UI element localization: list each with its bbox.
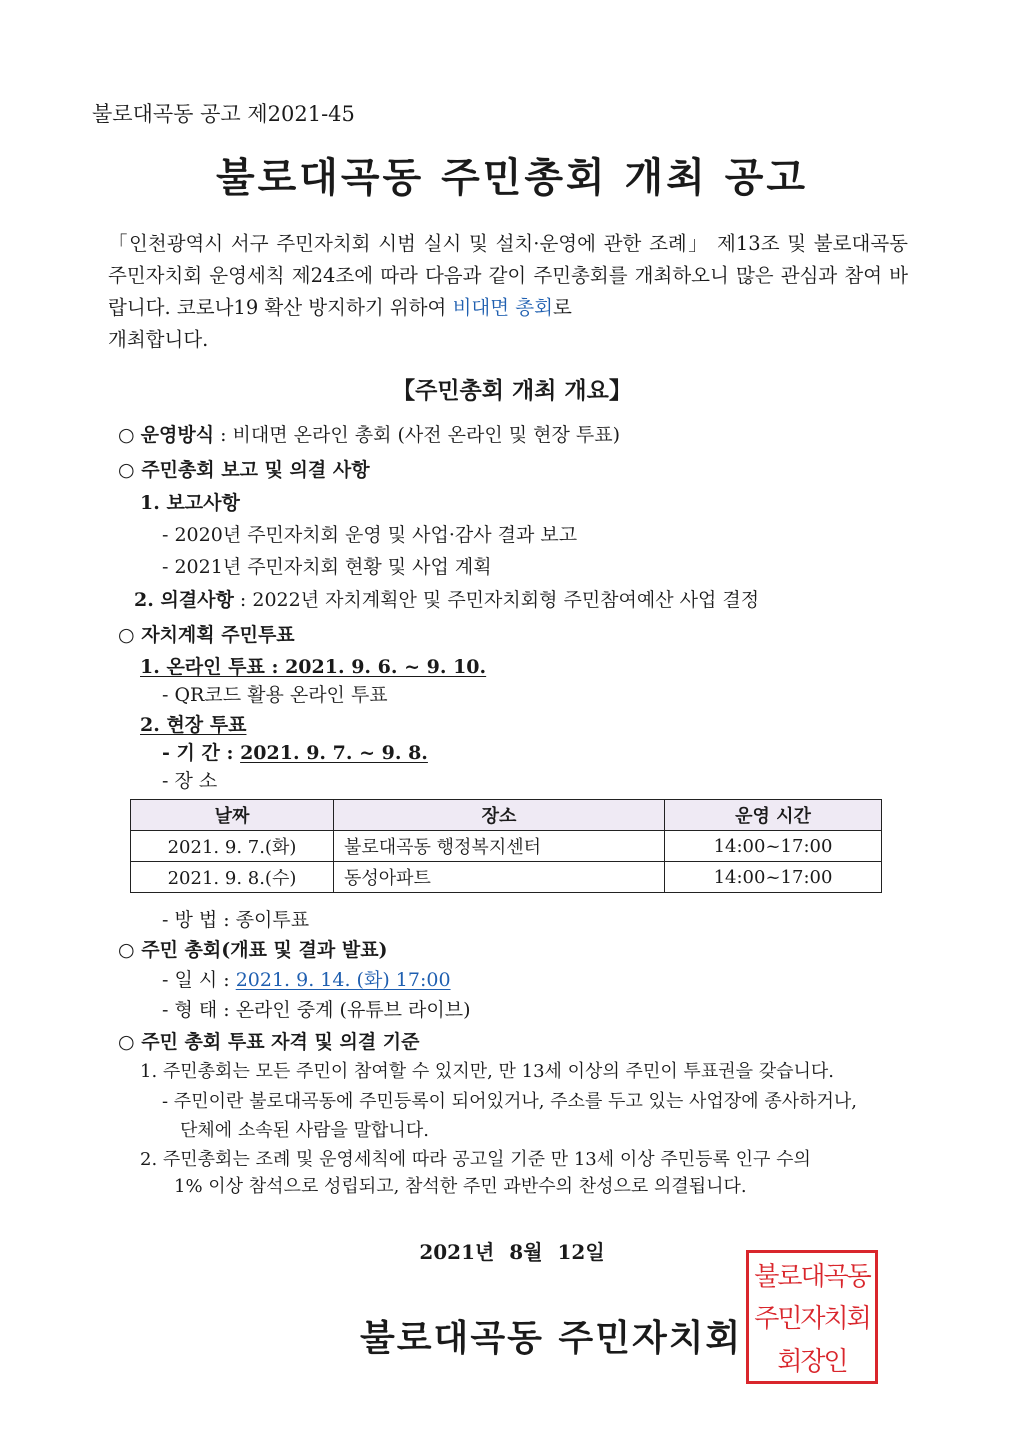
criteria-item: 2. 주민총회는 조례 및 운영세칙에 따라 공고일 기준 만 13세 이상 주민등록 인구 수의 [140,1149,811,1170]
datetime-line [162,965,451,992]
table-cell: 동성아파트 [334,862,665,893]
datetime-prefix: - 일 시 : [162,969,236,991]
period-line [162,738,428,765]
period-value: 2021. 9. 7. ~ 9. 8. [240,742,428,764]
circle-bullet-icon: ○ [118,1031,135,1053]
document-number: 불로대곡동 공고 제2021-45 [92,102,355,126]
table-cell: 2021. 9. 7.(화) [131,831,334,862]
online-vote-item: - QR코드 활용 온라인 투표 [162,684,388,706]
criteria-item: 1. 주민총회는 모든 주민이 참여할 수 있지만, 만 13세 이상의 주민이 투표권을 갖습니다. [140,1061,834,1082]
seal-text-line: 불로대곡동 [754,1261,870,1292]
report-item: - 2021년 주민자치회 현황 및 사업 계획 [162,556,492,578]
criteria-sub: - 주민이란 불로대곡동에 주민등록이 되어있거나, 주소를 두고 있는 사업장에 종사하거나, [162,1091,857,1112]
column-header: 날짜 [131,800,334,831]
table-cell: 14:00~17:00 [665,862,882,893]
format-line: - 형 태 : 온라인 중계 (유튜브 라이브) [162,999,471,1021]
circle-bullet-icon: ○ [118,624,135,646]
method-value: : 비대면 온라인 총회 (사전 온라인 및 현장 투표) [220,424,621,446]
datetime-value: 2021. 9. 14. (화) 17:00 [235,969,451,991]
circle-bullet-icon: ○ [118,459,135,481]
table-row [131,862,882,893]
organization-name: 불로대곡동 주민자치회 [360,1318,743,1359]
table-cell: 2021. 9. 8.(수) [131,862,334,893]
section-title: 【주민총회 개최 개요】 [392,378,632,404]
resolution-label: 2. 의결사항 [134,589,234,611]
official-seal-stamp [746,1250,878,1384]
table-row [131,831,882,862]
table-header-row [131,800,882,831]
assembly-title-text: 주민 총회(개표 및 결과 발표) [141,939,388,961]
method-line [118,420,620,447]
criteria-item: 1% 이상 참석으로 성립되고, 참석한 주민 과반수의 찬성으로 의결됩니다. [174,1176,747,1197]
venue-table [130,799,882,893]
report-title-text: 주민총회 보고 및 의결 사항 [141,459,370,481]
seal-text-line: 주민자치회 [754,1304,870,1335]
resolution-line [134,585,759,612]
circle-bullet-icon: ○ [118,424,135,446]
method-label: 운영방식 [140,424,215,446]
report-sub: 1. 보고사항 [140,492,240,514]
table-cell: 불로대곡동 행정복지센터 [334,831,665,862]
assembly-title [118,935,388,962]
intro-tail-2: 개최합니다. [108,328,209,351]
place-label: - 장 소 [162,770,218,792]
report-item: - 2020년 주민자치회 운영 및 사업·감사 결과 보고 [162,524,578,546]
announcement-date: 2021년 8월 12일 [419,1240,605,1264]
criteria-sub: 단체에 소속된 사람을 말합니다. [180,1120,429,1141]
vote-title [118,620,295,647]
vote-title-text: 자치계획 주민투표 [141,624,295,646]
seal-text-line: 회장인 [777,1347,847,1378]
method2-line: - 방 법 : 종이투표 [162,909,310,931]
criteria-title [118,1027,420,1054]
criteria-title-text: 주민 총회 투표 자격 및 의결 기준 [141,1031,420,1053]
intro-paragraph [108,228,908,356]
period-prefix: - 기 간 : [162,742,241,764]
column-header: 장소 [334,800,665,831]
intro-highlight: 비대면 총회 [452,296,553,319]
report-title [118,455,370,482]
column-header: 운영 시간 [665,800,882,831]
page-title: 불로대곡동 주민총회 개최 공고 [215,155,809,201]
circle-bullet-icon: ○ [118,939,135,961]
table-cell: 14:00~17:00 [665,831,882,862]
online-vote: 1. 온라인 투표 : 2021. 9. 6. ~ 9. 10. [140,656,487,678]
intro-text: 「인천광역시 서구 주민자치회 시범 실시 및 설치·운영에 관한 조례」 제13조 및 불로대곡동 주민자치회 운영세칙 제24조에 따라 다음과 같이 주민총회를 개최하오니 많은 관심과 참여 바랍니다. 코로나19 확산 방지하기 위하여 [108,232,908,319]
intro-tail: 로 [552,296,572,319]
resolution-value: : 2022년 자치계획안 및 주민자치회형 주민참여예산 사업 결정 [239,589,760,611]
onsite-vote: 2. 현장 투표 [140,714,247,736]
